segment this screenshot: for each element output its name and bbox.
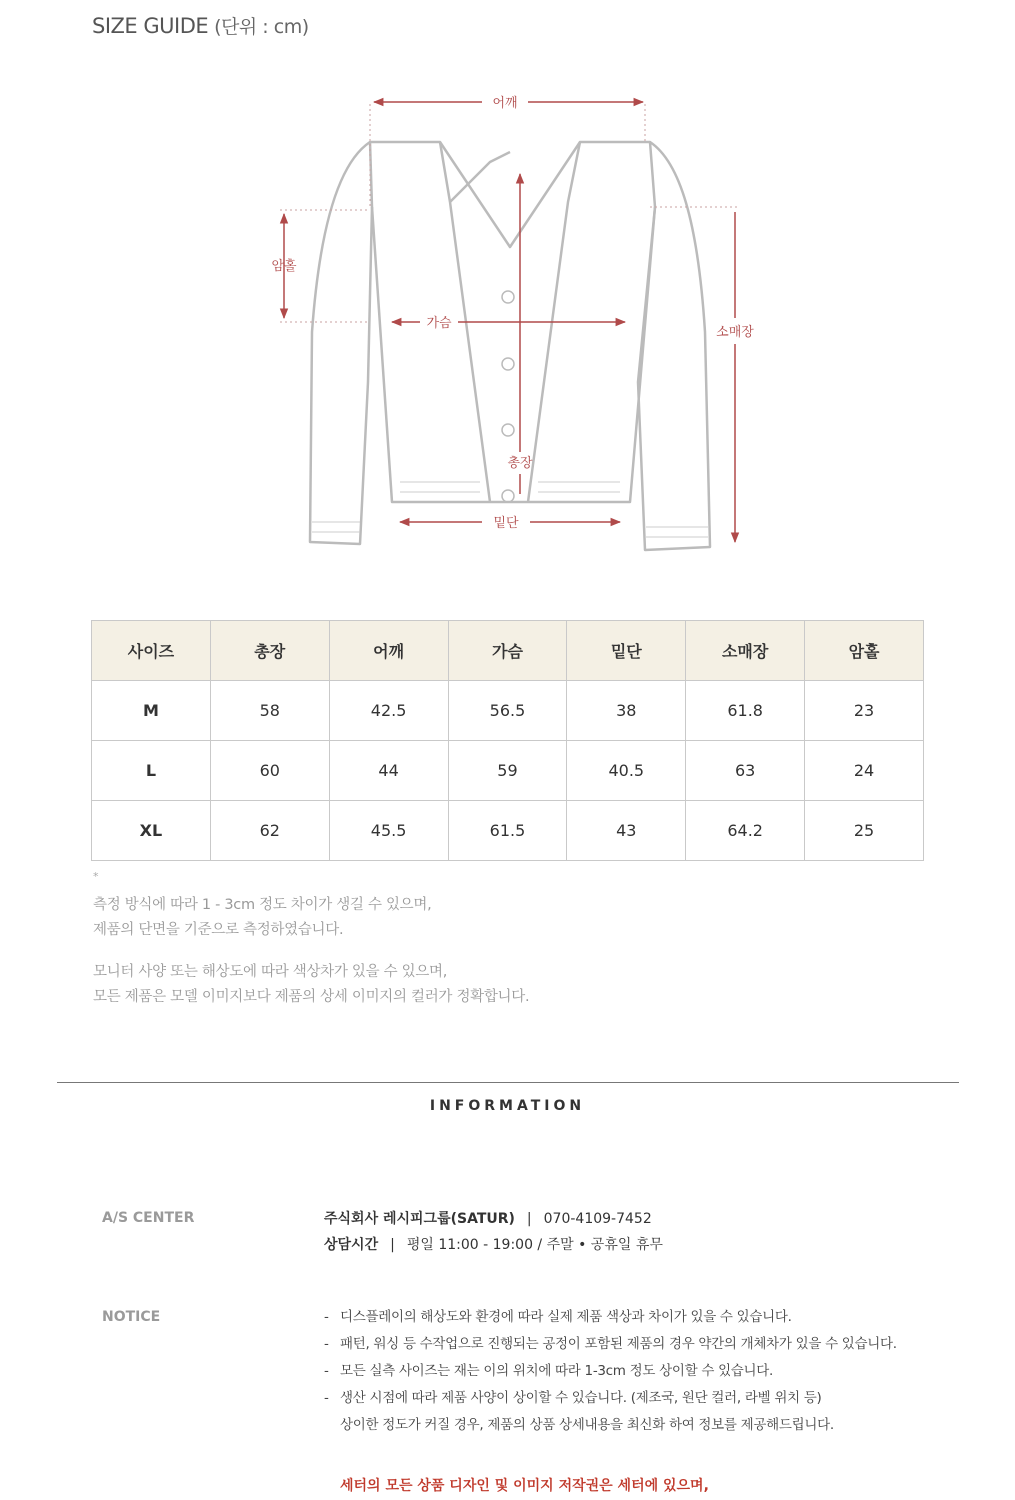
cell-size: L xyxy=(92,741,211,801)
note-line: 측정 방식에 따라 1 - 3cm 정도 차이가 생길 수 있으며, xyxy=(93,897,432,913)
cardigan-diagram xyxy=(250,82,770,562)
cardigan-outline xyxy=(310,142,710,550)
information-title: INFORMATION xyxy=(429,1098,586,1114)
cell-hem: 38 xyxy=(567,681,686,741)
unit-text: (단위 : cm) xyxy=(214,16,309,38)
list-item: - 생산 시점에 따라 제품 사양이 상이할 수 있습니다. (제조국, 원단 컬러, 라벨 위치 등) xyxy=(324,1390,822,1406)
color-note xyxy=(93,960,529,1010)
label-shoulder: 어깨 xyxy=(492,96,518,111)
as-company-line xyxy=(324,1206,663,1232)
section-divider xyxy=(57,1082,959,1083)
cell-armhole: 24 xyxy=(805,741,924,801)
header-shoulder: 어깨 xyxy=(329,621,448,681)
cell-hem: 43 xyxy=(567,801,686,861)
cell-size: XL xyxy=(92,801,211,861)
phone-number: 070-4109-7452 xyxy=(543,1211,652,1227)
cell-sleeve: 63 xyxy=(686,741,805,801)
cell-armhole: 25 xyxy=(805,801,924,861)
label-chest: 가슴 xyxy=(426,316,452,331)
cell-chest: 61.5 xyxy=(448,801,567,861)
cell-sleeve: 61.8 xyxy=(686,681,805,741)
size-table-header-row xyxy=(92,621,924,681)
cell-shoulder: 42.5 xyxy=(329,681,448,741)
label-armhole: 암홀 xyxy=(271,259,297,274)
cell-length: 62 xyxy=(210,801,329,861)
table-row xyxy=(92,681,924,741)
table-row xyxy=(92,741,924,801)
header-hem: 밑단 xyxy=(567,621,686,681)
note-line: 모니터 사양 또는 해상도에 따라 색상차가 있을 수 있으며, xyxy=(93,964,448,980)
as-hours-line xyxy=(324,1232,663,1258)
note-line: 모든 제품은 모델 이미지보다 제품의 상세 이미지의 컬러가 정확합니다. xyxy=(93,989,530,1005)
cell-hem: 40.5 xyxy=(567,741,686,801)
notice-label: NOTICE xyxy=(102,1309,161,1325)
list-item: - 디스플레이의 해상도와 환경에 따라 실제 제품 색상과 차이가 있을 수 있습니다. xyxy=(324,1309,792,1325)
title-text: SIZE GUIDE xyxy=(92,14,209,38)
hours-label: 상담시간 xyxy=(324,1237,379,1253)
header-size: 사이즈 xyxy=(92,621,211,681)
header-length: 총장 xyxy=(210,621,329,681)
cell-shoulder: 44 xyxy=(329,741,448,801)
header-chest: 가슴 xyxy=(448,621,567,681)
as-center-details xyxy=(324,1206,663,1258)
as-center-label: A/S CENTER xyxy=(102,1210,195,1226)
page-title xyxy=(92,12,309,39)
cell-length: 60 xyxy=(210,741,329,801)
table-row xyxy=(92,801,924,861)
list-item: - 모든 실측 사이즈는 재는 이의 위치에 따라 1-3cm 정도 상이할 수 있습니다. xyxy=(324,1363,774,1379)
list-item: - 패턴, 워싱 등 수작업으로 진행되는 공정이 포함된 제품의 경우 약간의 개체차가 있을 수 있습니다. xyxy=(324,1336,897,1352)
label-hem: 밑단 xyxy=(493,516,519,531)
separator: | xyxy=(526,1211,532,1227)
measurement-note xyxy=(93,893,431,943)
separator: | xyxy=(390,1237,395,1253)
note-marker: * xyxy=(93,870,99,883)
cell-chest: 56.5 xyxy=(448,681,567,741)
note-line: 제품의 단면을 기준으로 측정하였습니다. xyxy=(93,922,344,938)
copyright-notice: 세터의 모든 상품 디자인 및 이미지 저작권은 세터에 있으며, xyxy=(340,1478,709,1494)
list-item-continuation: 상이한 정도가 커질 경우, 제품의 상품 상세내용을 최신화 하여 정보를 제공해드립니다. xyxy=(340,1417,834,1433)
hours-value: 평일 11:00 - 19:00 / 주말 • 공휴일 휴무 xyxy=(406,1237,663,1253)
company-name: 주식회사 레시피그룹(SATUR) xyxy=(324,1211,515,1227)
header-armhole: 암홀 xyxy=(805,621,924,681)
cell-shoulder: 45.5 xyxy=(329,801,448,861)
cell-size: M xyxy=(92,681,211,741)
label-sleeve: 소매장 xyxy=(716,325,754,340)
cell-chest: 59 xyxy=(448,741,567,801)
header-sleeve: 소매장 xyxy=(686,621,805,681)
cell-length: 58 xyxy=(210,681,329,741)
guide-lines xyxy=(280,104,740,322)
notice-list xyxy=(324,1304,897,1439)
size-table xyxy=(91,620,924,861)
cell-sleeve: 64.2 xyxy=(686,801,805,861)
cell-armhole: 23 xyxy=(805,681,924,741)
label-length: 총장 xyxy=(507,456,533,471)
